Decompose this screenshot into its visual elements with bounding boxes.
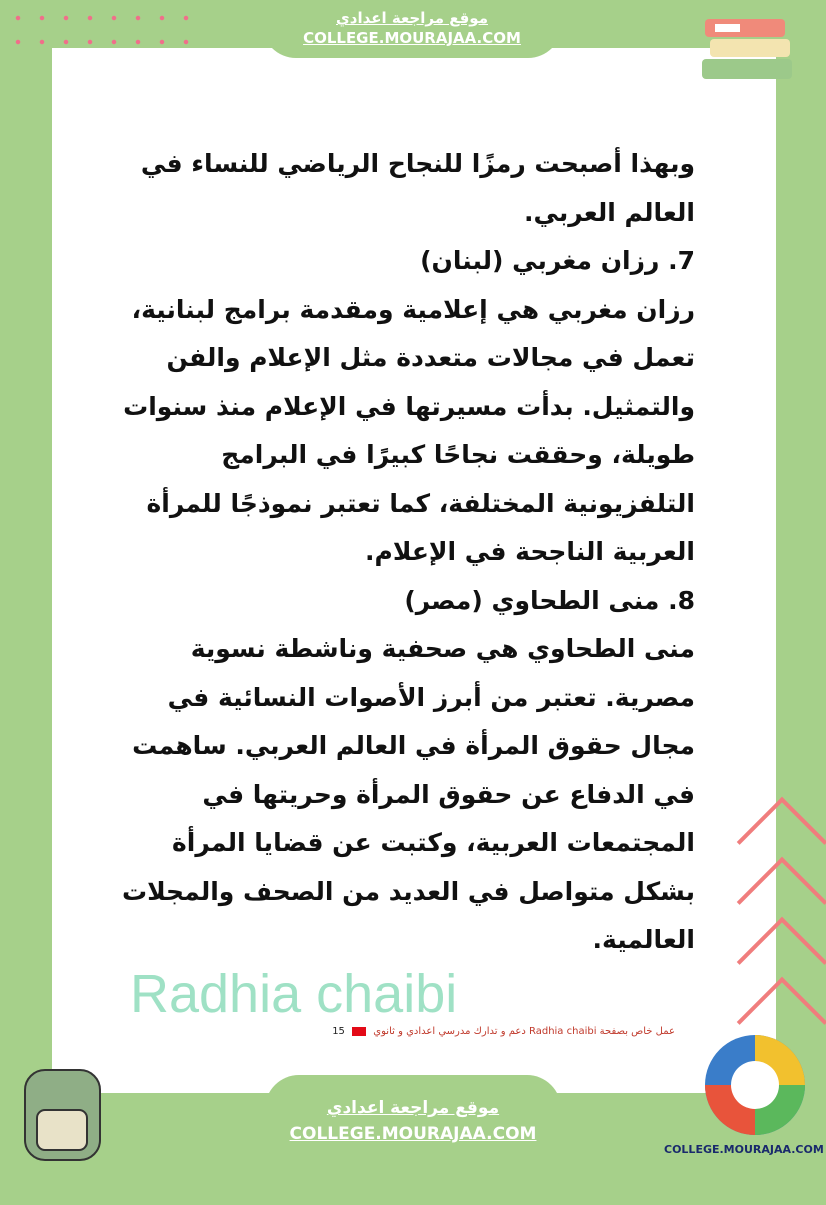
site-logo-icon: [695, 1030, 815, 1140]
books-icon: [700, 14, 800, 94]
text-line: المجتمعات العربية، وكتبت عن قضايا المرأة: [172, 828, 695, 857]
page-number: 15: [332, 1026, 345, 1037]
text-line: التلفزيونية المختلفة، كما تعتبر نموذجًا للمرأة: [146, 488, 695, 518]
header-arabic: موقع مراجعة اعدادي: [336, 9, 488, 27]
text-line: رزان مغربي هي إعلامية ومقدمة برامج لبنانية،: [131, 294, 695, 324]
text-line: طويلة، وحققت نجاحًا كبيرًا في البرامج: [221, 440, 695, 469]
body-text: [120, 140, 695, 965]
text-line: العالمية.: [592, 925, 695, 954]
footer-url[interactable]: COLLEGE.MOURAJAA.COM: [289, 1124, 537, 1144]
page-footer: [300, 1026, 675, 1037]
text-line: مصرية. تعتبر من أبرز الأصوات النسائية في: [167, 682, 695, 712]
footer-site-banner[interactable]: [265, 1075, 561, 1205]
text-line: منى الطحاوي هي صحفية وناشطة نسوية: [190, 634, 695, 663]
text-line: في الدفاع عن حقوق المرأة وحريتها في: [202, 779, 695, 809]
section-heading: 7. رزان مغربي (لبنان): [420, 246, 695, 275]
text-line: وبهذا أصبحت رمزًا للنجاح الرياضي للنساء في: [140, 149, 695, 178]
text-line: بشكل متواصل في العديد من الصحف والمجلات: [121, 876, 695, 906]
footer-text: عمل خاص بصفحة Radhia chaibi دعم و تدارك مدرسي اعدادي و ثانوي: [373, 1026, 675, 1037]
logo-text: COLLEGE.MOURAJAA.COM: [664, 1143, 824, 1156]
section-heading: 8. منى الطحاوي (مصر): [404, 585, 695, 615]
text-line: مجال حقوق المرأة في العالم العربي. ساهمت: [132, 731, 695, 760]
text-line: العربية الناجحة في الإعلام.: [365, 537, 695, 566]
tunisia-flag-icon: [352, 1027, 366, 1036]
header-site-banner[interactable]: [262, 0, 562, 58]
watermark: Radhia chaibi: [130, 964, 458, 1024]
footer-arabic: موقع مراجعة اعدادي: [326, 1098, 500, 1118]
backpack-icon: [15, 1055, 110, 1165]
text-line: والتمثيل. بدأت مسيرتها في الإعلام منذ سنوات: [123, 391, 695, 421]
header-url[interactable]: COLLEGE.MOURAJAA.COM: [303, 29, 521, 47]
text-line: تعمل في مجالات متعددة مثل الإعلام والفن: [166, 343, 695, 372]
text-line: العالم العربي.: [524, 197, 695, 227]
